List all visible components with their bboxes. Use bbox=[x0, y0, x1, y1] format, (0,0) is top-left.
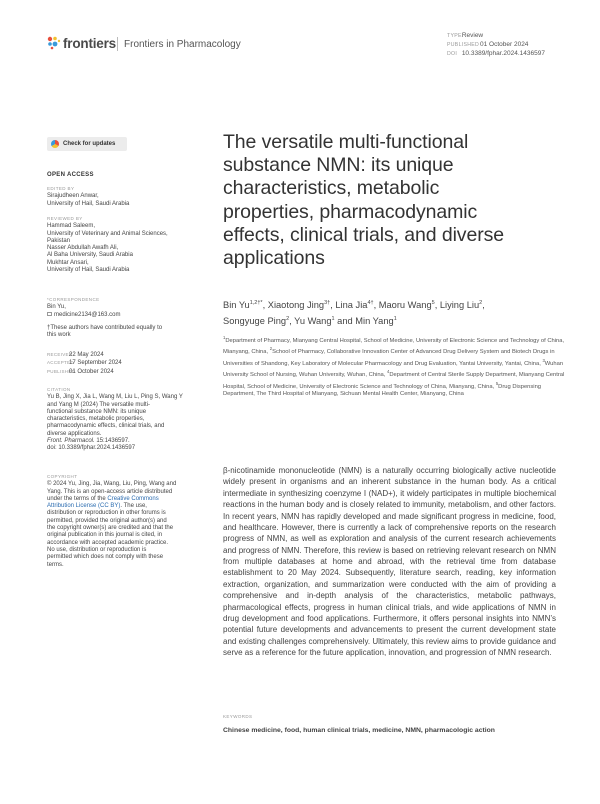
email-icon bbox=[47, 312, 52, 316]
author[interactable]: Xiaotong Jing$^{3\dagger}$ bbox=[267, 300, 331, 311]
journal-name[interactable]: Frontiers in Pharmacology bbox=[124, 39, 241, 50]
affiliations: $^1$Department of Pharmacy, Mianyang Central Hospital, School of Medicine, University of Electronic Science and Technology of China, Mianyang, China, $^2$School of Pharmacy, Collaborative Innovation Center of Advanced Drug Delivery System and Biotech Drugs in Universities of Shandong, Key Laboratory of Molecular Pharmacology and Drug Evaluation, Yantai University, Yantai, China, $^3$Wuhan University School of Nursing, Wuhan University, Wuhan, China, $^4$Department of Central Sterile Supply Department, Mianyang Central Hospital, School of Medicine, University of Electronic Science and Technology of China, Mianyang, China, $^5$Drug Dispensing Department, The Third Hospital of Mianyang, Sichuan Mental Health Center, Mianyang, China bbox=[223, 335, 565, 398]
author[interactable]: Liying Liu$^2$ bbox=[439, 300, 483, 311]
equal-contribution-note: †These authors have contributed equally to this work bbox=[47, 325, 163, 339]
citation-doi[interactable]: doi: 10.3389/fphar.2024.1436597 bbox=[47, 445, 136, 452]
author[interactable]: Maoru Wang$^5$ bbox=[378, 300, 435, 311]
author[interactable]: Min Yang$^1$ bbox=[355, 316, 397, 327]
correspondence: *CORRESPONDENCE Bin Yu, medicine2134@163.com bbox=[47, 297, 121, 318]
copyright: COPYRIGHT © 2024 Yu, Jing, Jia, Wang, Liu, Ping, Wang and Yang. This is an open-access article distributed under the terms of the Creative Commons Attribution License (CC BY). The use, distribution or reproduction in other forums is permitted, provided the original author(s) and the copyright owner(s) are credited and that the original publication in this journal is cited, in accordance with accepted academic practice. No use, distribution or reproduction is permitted which does not comply with these terms. bbox=[47, 474, 177, 568]
article-published: PUBLISHED01 October 2024 bbox=[447, 41, 529, 48]
abstract: β-nicotinamide mononucleotide (NMN) is a naturally occurring biologically active nucleotide widely present in organisms and an inherent substance in the human body. As a critical intermediate in synthesizing coenzyme I (NAD+), it widely participates in multiple biochemical reactions in the human body and is closely related to immunity, metabolism, and other factors. In recent years, NMN has rapidly developed and made significant progress in medicine, food, and healthcare. However, there is currently a lack of comprehensive reports on the research progress of NMN, as well as exploration and analysis of the current research achievements and progress of NMN. Therefore, this review is based on retrieving relevant research on NMN from multiple databases at home and abroad, with the retrieval time from database establishment to 20 May 2024. Subsequently, literature search, reading, key information extraction, organization, and summarization were conducted with the aim of providing a comprehensive and in-depth analysis of the characteristics, metabolic pathways, pharmacological effects, progress in human clinical trials, and wide applications of NMN in drug development and food applications. Furthermore, it offers personal insights into NMN’s potential future developments and advancements to present the current development state and existing challenges comprehensively. Ultimately, this review aims to provide guidance and serve as a reference for the future application, innovation, and progression of NMN research. bbox=[223, 466, 556, 657]
edited-by: EDITED BY Sirajudheen Anwar, University of Hail, Saudi Arabia bbox=[47, 186, 130, 207]
cc-license-link-2[interactable]: Attribution License (CC BY) bbox=[47, 503, 121, 510]
reviewed-by: REVIEWED BY Hammad Saleem, University of Veterinary and Animal Sciences, Pakistan Nasser Abdullah Awafh Ali, Al Baha University, Saudi Arabia Mukhtar Ansari, University of Hail, Saudi Arabia bbox=[47, 216, 168, 274]
header-divider bbox=[117, 37, 118, 51]
keywords-label: KEYWORDS bbox=[223, 714, 253, 719]
check-updates-icon bbox=[51, 140, 59, 148]
author[interactable]: Yu Wang$^1$ bbox=[294, 316, 335, 327]
check-for-updates-button[interactable]: Check for updates bbox=[47, 137, 127, 151]
author[interactable]: Lina Jia$^{4\dagger}$ bbox=[335, 300, 374, 311]
article-title: The versatile multi-functional substance NMN: its unique characteristics, metabolic properties, pharmacodynamic effects, clinical trials, and diverse applications bbox=[223, 131, 504, 270]
author[interactable]: Songyuge Ping$^2$ bbox=[223, 316, 290, 327]
author[interactable]: Bin $Yu^{1,2\dagger*}$ bbox=[223, 300, 263, 311]
citation: CITATION Yu B, Jing X, Jia L, Wang M, Liu L, Ping S, Wang Y and Yang M (2024) The versatile multi- functional substance NMN: its unique characteristics, metabolic properties, pharmacodynamic effects, clinical trials, and diverse applications. Front. Pharmacol. 15:1436597. doi: 10.3389/fphar.2024.1436597 bbox=[47, 386, 217, 453]
correspondence-email[interactable]: medicine2134@163.com bbox=[54, 311, 121, 318]
cc-license-link[interactable]: Creative Commons bbox=[107, 495, 159, 502]
open-access-label: OPEN ACCESS bbox=[47, 172, 94, 178]
keywords: Chinese medicine, food, human clinical trials, medicine, NMN, pharmacologic action bbox=[223, 727, 495, 734]
frontiers-logo-icon bbox=[47, 36, 61, 50]
article-type: TYPE Review bbox=[447, 32, 484, 39]
article-dates: RECEIVED22 May 2024 ACCEPTED17 September 2024 PUBLISHED01 October 2024 bbox=[47, 352, 122, 375]
frontiers-logo-text[interactable]: frontiers bbox=[63, 36, 116, 51]
article-doi[interactable]: DOI 10.3389/fphar.2024.1436597 bbox=[447, 50, 545, 57]
author-list: Bin $Yu^{1,2\dagger*}$, Xiaotong Jing$^{3\dagger}$, Lina Jia$^{4\dagger}$, Maoru Wang$^5$, Liying Liu$^2$, Songyuge Ping$^2$, Yu Wang$^1$ and Min Yang$^1$ bbox=[223, 300, 485, 327]
